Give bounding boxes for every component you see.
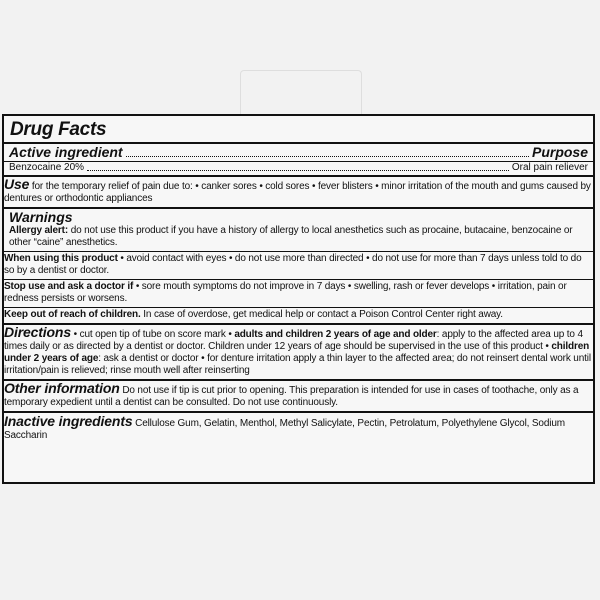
use-text: for the temporary relief of pain due to: • canker sores • cold sores • fever blisters • minor irritation of the mouth and gums caused by dentures or orthodontic appliances bbox=[4, 181, 591, 204]
use-heading: Use bbox=[4, 176, 30, 192]
use-section bbox=[4, 177, 593, 207]
directions-text-3: : ask a dentist or doctor • for denture irritation apply a thin layer to the affected area; do not reinsert dental work until irritation/pain is relieved; rinse mouth well after reinserting bbox=[4, 353, 591, 376]
when-using-text: • avoid contact with eyes • do not use more than directed • do not use for more than 7 days unless told to do so by a dentist or doctor. bbox=[4, 253, 582, 276]
directions-section bbox=[4, 325, 593, 379]
keep-out-section bbox=[4, 308, 593, 323]
adults-label: adults and children 2 years of age and older bbox=[234, 329, 437, 340]
inactive-ingredients-text: Cellulose Gum, Gelatin, Menthol, Methyl Salicylate, Pectin, Petrolatum, Polyethylene Glycol, Sodium Saccharin bbox=[4, 418, 565, 441]
inactive-ingredients-heading: Inactive ingredients bbox=[4, 413, 133, 429]
purpose-value: Oral pain reliever bbox=[511, 162, 588, 173]
allergy-alert-text: do not use this product if you have a history of allergy to local anesthetics such as procaine, butacaine, benzocaine or other “caine” anesthetics. bbox=[9, 225, 573, 248]
stop-use-text: • sore mouth symptoms do not improve in 7 days • swelling, rash or fever develops • irritation, pain or redness persists or worsens. bbox=[4, 281, 567, 304]
stop-use-section bbox=[4, 280, 593, 307]
allergy-alert-label: Allergy alert: bbox=[9, 225, 69, 236]
under-2-label: children under 2 years of age bbox=[4, 341, 590, 364]
drug-facts-title: Drug Facts bbox=[10, 119, 107, 140]
purpose-heading: Purpose bbox=[531, 144, 588, 160]
when-using-section bbox=[4, 252, 593, 279]
warnings-heading: Warnings bbox=[9, 209, 73, 225]
dot-leader bbox=[87, 170, 509, 171]
other-information-section bbox=[4, 381, 593, 411]
keep-out-label: Keep out of reach of children. bbox=[4, 309, 141, 320]
drug-facts-panel bbox=[2, 114, 595, 484]
inactive-ingredients-section bbox=[4, 413, 593, 444]
directions-text-1: • cut open tip of tube on score mark • bbox=[73, 329, 232, 340]
stop-use-label: Stop use and ask a doctor if bbox=[4, 281, 134, 292]
warnings-section bbox=[4, 209, 593, 251]
keep-out-text: In case of overdose, get medical help or contact a Poison Control Center right away. bbox=[143, 309, 503, 320]
other-information-heading: Other information bbox=[4, 380, 120, 396]
other-information-text: Do not use if tip is cut prior to opening. This preparation is intended for use in cases of toothache, only as a temporary expedient until a dentist can be consulted. Do not use continuously. bbox=[4, 385, 579, 408]
when-using-label: When using this product bbox=[4, 253, 118, 264]
active-ingredient-section bbox=[4, 144, 593, 161]
dot-leader bbox=[126, 156, 529, 157]
directions-heading: Directions bbox=[4, 324, 71, 340]
active-ingredient-heading: Active ingredient bbox=[9, 144, 123, 160]
directions-text-2: : apply to the affected area up to 4 times daily or as directed by a dentist or doctor. Children under 12 years of age should be supervised in the use of this product • bbox=[4, 329, 583, 352]
active-ingredient-value: Benzocaine 20% bbox=[9, 162, 85, 173]
